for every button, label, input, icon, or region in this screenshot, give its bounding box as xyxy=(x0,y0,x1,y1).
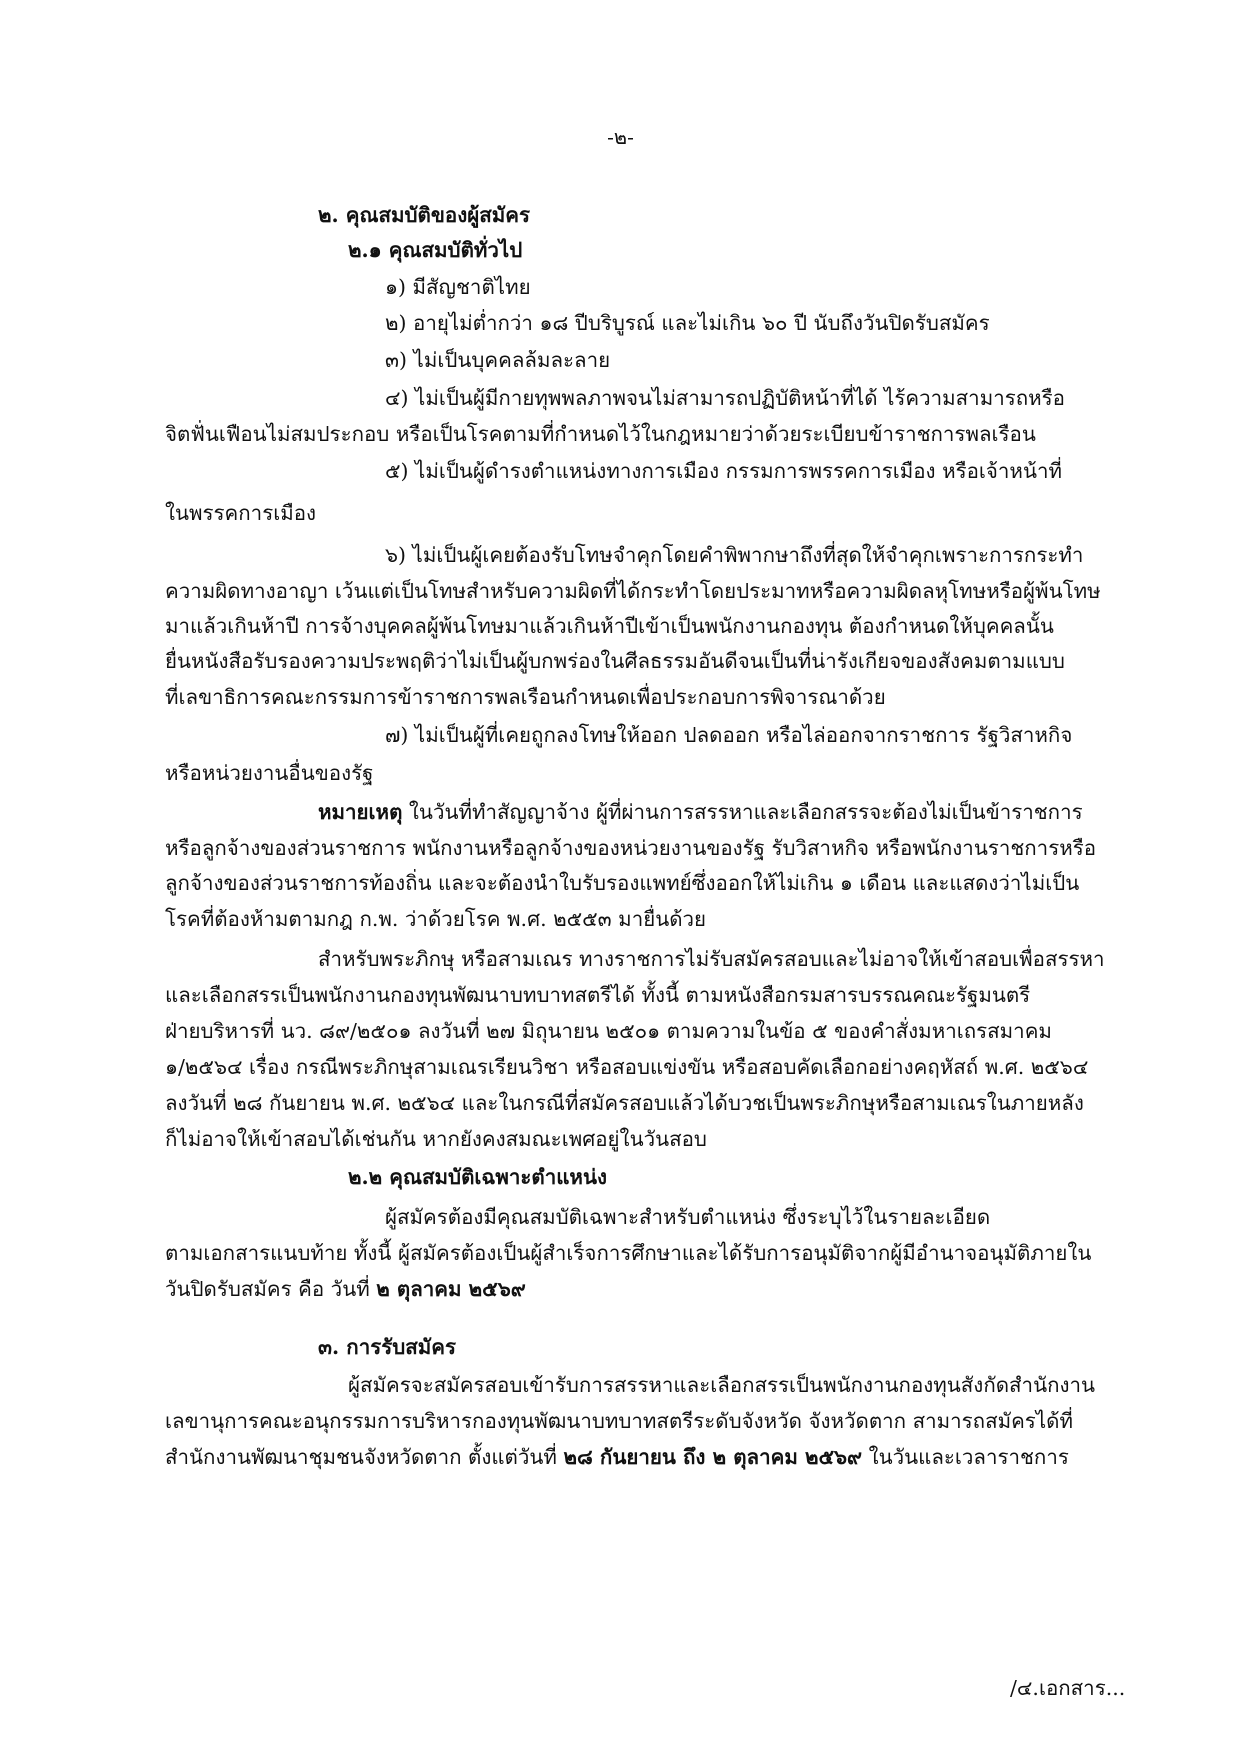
application-suffix: ในวันและเวลาราชการ xyxy=(868,1445,1069,1469)
specific-qualification-line-2: ตามเอกสารแนบท้าย ทั้งนี้ ผู้สมัครต้องเป็นผู้สำเร็จการศึกษาและได้รับการอนุมัติจากผู้มีอำนาจอนุมัติภายใน xyxy=(165,1241,1092,1265)
monk-paragraph-line-5: ลงวันที่ ๒๘ กันยายน พ.ศ. ๒๕๖๔ และในกรณีที่สมัครสอบแล้วได้บวชเป็นพระภิกษุหรือสามเณรในภายหลัง xyxy=(165,1091,1084,1115)
note-line-3: ลูกจ้างของส่วนราชการท้องถิ่น และจะต้องนำใบรับรองแพทย์ซึ่งออกให้ไม่เกิน ๑ เดือน และแสดงว่าไม่เป็น xyxy=(165,871,1080,895)
note-line-1 xyxy=(318,797,1083,827)
monk-paragraph-line-2: และเลือกสรรเป็นพนักงานกองทุนพัฒนาบทบาทสตรีได้ ทั้งนี้ ตามหนังสือกรมสารบรรณคณะรัฐมนตรี xyxy=(165,983,1031,1007)
qualification-item-5-line-2: ในพรรคการเมือง xyxy=(165,501,317,525)
monk-paragraph-line-3: ฝ่ายบริหารที่ นว. ๘๙/๒๕๐๑ ลงวันที่ ๒๗ มิถุนายน ๒๕๐๑ ตามความในข้อ ๕ ของคำสั่งมหาเถรสมาคม xyxy=(165,1019,1052,1043)
section-2-2-heading: ๒.๒ คุณสมบัติเฉพาะตำแหน่ง xyxy=(348,1165,607,1189)
note-text: ในวันที่ทำสัญญาจ้าง ผู้ที่ผ่านการสรรหาและเลือกสรรจะต้องไม่เป็นข้าราชการ xyxy=(408,800,1083,824)
qualification-item-1: ๑) มีสัญชาติไทย xyxy=(385,275,531,299)
application-prefix: สำนักงานพัฒนาชุมชนจังหวัดตาก ตั้งแต่วันที่ xyxy=(165,1445,557,1469)
application-dates: ๒๘ กันยายน ถึง ๒ ตุลาคม ๒๕๖๙ xyxy=(563,1445,863,1469)
closing-date: ๒ ตุลาคม ๒๕๖๙ xyxy=(376,1277,526,1301)
qualification-item-2: ๒) อายุไม่ต่ำกว่า ๑๘ ปีบริบูรณ์ และไม่เกิน ๖๐ ปี นับถึงวันปิดรับสมัคร xyxy=(385,311,990,335)
qualification-item-4-line-1 xyxy=(385,383,1118,413)
note-line-4: โรคที่ต้องห้ามตามกฎ ก.พ. ว่าด้วยโรค พ.ศ. ๒๕๕๓ มายื่นด้วย xyxy=(165,907,707,931)
page-number: -๒- xyxy=(607,125,634,149)
monk-paragraph-line-4: ๑/๒๕๖๔ เรื่อง กรณีพระภิกษุสามเณรเรียนวิชา หรือสอบแข่งขัน หรือสอบคัดเลือกอย่างคฤหัสถ์ พ.ศ. ๒๕๖๔ xyxy=(165,1055,1089,1079)
continuation-marker: /๔.เอกสาร... xyxy=(1010,1676,1126,1700)
monk-paragraph-line-6: ก็ไม่อาจให้เข้าสอบได้เช่นกัน หากยังคงสมณะเพศอยู่ในวันสอบ xyxy=(165,1127,707,1151)
text: ๔) ไม่เป็นผู้มีกายทุพพลภาพจนไม่สามารถปฏิบัติหน้าที่ได้ ไร้ความสามารถหรือ xyxy=(385,386,1065,410)
qualification-item-6-line-4: ยื่นหนังสือรับรองความประพฤติว่าไม่เป็นผู้บกพร่องในศีลธรรมอันดีจนเป็นที่น่ารังเกียจของสังคมตามแบบ xyxy=(165,649,1065,673)
application-line-2: เลขานุการคณะอนุกรรมการบริหารกองทุนพัฒนาบทบาทสตรีระดับจังหวัด จังหวัดตาก สามารถสมัครได้ที่ xyxy=(165,1409,1073,1433)
note-line-2: หรือลูกจ้างของส่วนราชการ พนักงานหรือลูกจ้างของหน่วยงานของรัฐ รับวิสาหกิจ หรือพนักงานราชการหรือ xyxy=(165,836,1097,860)
monk-paragraph-line-1: สำหรับพระภิกษุ หรือสามเณร ทางราชการไม่รับสมัครสอบและไม่อาจให้เข้าสอบเพื่อสรรหา xyxy=(318,947,1105,971)
closing-date-prefix: วันปิดรับสมัคร คือ วันที่ xyxy=(165,1277,370,1301)
qualification-item-6-line-1: ๖) ไม่เป็นผู้เคยต้องรับโทษจำคุกโดยคำพิพากษาถึงที่สุดให้จำคุกเพราะการกระทำ xyxy=(385,543,1084,567)
qualification-item-6-line-5: ที่เลขาธิการคณะกรรมการข้าราชการพลเรือนกำหนดเพื่อประกอบการพิจารณาด้วย xyxy=(165,685,886,709)
qualification-item-4-line-2: จิตฟั่นเฟือนไม่สมประกอบ หรือเป็นโรคตามที่กำหนดไว้ในกฎหมายว่าด้วยระเบียบข้าราชการพลเรือน xyxy=(165,422,1036,446)
qualification-item-7-line-1: ๗) ไม่เป็นผู้ที่เคยถูกลงโทษให้ออก ปลดออก หรือไล่ออกจากราชการ รัฐวิสาหกิจ xyxy=(385,723,1073,747)
section-2-1-heading: ๒.๑ คุณสมบัติทั่วไป xyxy=(348,238,523,262)
qualification-item-5-line-1: ๕) ไม่เป็นผู้ดำรงตำแหน่งทางการเมือง กรรมการพรรคการเมือง หรือเจ้าหน้าที่ xyxy=(385,459,1062,483)
qualification-item-3: ๓) ไม่เป็นบุคคลล้มละลาย xyxy=(385,348,611,372)
section-2-heading: ๒. คุณสมบัติของผู้สมัคร xyxy=(318,203,530,227)
qualification-item-6-line-3: มาแล้วเกินห้าปี การจ้างบุคคลผู้พ้นโทษมาแล้วเกินห้าปีเข้าเป็นพนักงานกองทุน ต้องกำหนดให้บุคคลนั้น xyxy=(165,614,1054,638)
application-line-3 xyxy=(165,1442,1069,1472)
qualification-item-7-line-2: หรือหน่วยงานอื่นของรัฐ xyxy=(165,761,374,785)
qualification-item-6-line-2: ความผิดทางอาญา เว้นแต่เป็นโทษสำหรับความผิดที่ได้กระทำโดยประมาทหรือความผิดลหุโทษหรือผู้พ้นโทษ xyxy=(165,579,1101,603)
specific-qualification-line-1: ผู้สมัครต้องมีคุณสมบัติเฉพาะสำหรับตำแหน่ง ซึ่งระบุไว้ในรายละเอียด xyxy=(385,1205,991,1229)
closing-date-line xyxy=(165,1274,526,1304)
note-label: หมายเหตุ xyxy=(318,800,403,824)
section-3-heading: ๓. การรับสมัคร xyxy=(318,1335,456,1359)
application-line-1: ผู้สมัครจะสมัครสอบเข้ารับการสรรหาและเลือกสรรเป็นพนักงานกองทุนสังกัดสำนักงาน xyxy=(348,1373,1096,1397)
